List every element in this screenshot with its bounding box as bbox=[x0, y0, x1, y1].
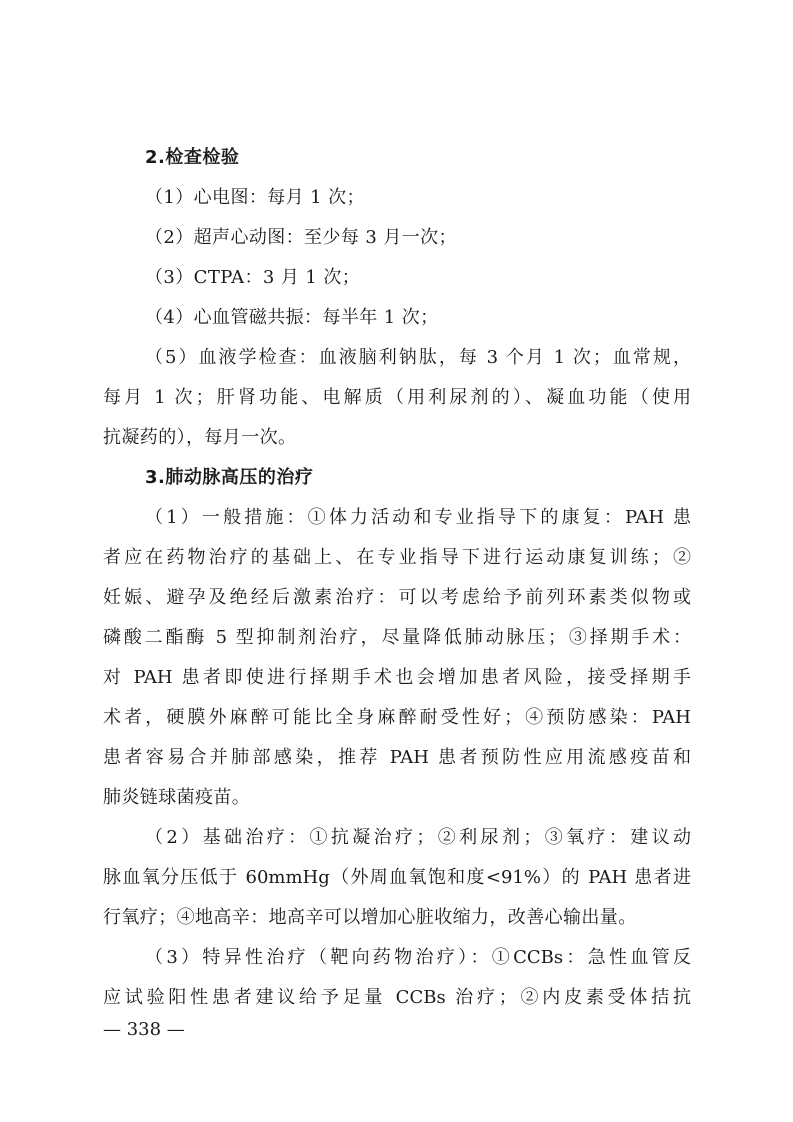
text-line: （1）一般措施：①体力活动和专业指导下的康复：PAH 患 bbox=[145, 507, 691, 528]
paragraph-general-measures bbox=[103, 498, 691, 818]
text-line: 患者容易合并肺部感染，推荐 PAH 患者预防性应用流感疫苗和 bbox=[103, 747, 691, 768]
text-line: 应试验阳性患者建议给予足量 CCBs 治疗；②内皮素受体拮抗 bbox=[103, 987, 691, 1008]
text-line: 术者，硬膜外麻醉可能比全身麻醉耐受性好；④预防感染：PAH bbox=[103, 707, 691, 728]
document-body bbox=[103, 138, 691, 1018]
text-line: 行氧疗；④地高辛：地高辛可以增加心脏收缩力，改善心输出量。 bbox=[103, 907, 637, 928]
list-item-ecg: （1）心电图：每月 1 次； bbox=[145, 187, 365, 208]
text-line: 脉血氧分压低于 60mmHg（外周血氧饱和度<91%）的 PAH 患者进 bbox=[103, 867, 691, 888]
list-item-cardiac-mri: （4）心血管磁共振：每半年 1 次； bbox=[145, 307, 439, 328]
list-item-ctpa: （3）CTPA：3 月 1 次； bbox=[145, 267, 361, 288]
text-line: 者应在药物治疗的基础上、在专业指导下进行运动康复训练；② bbox=[103, 547, 691, 568]
paragraph-specific-treatment bbox=[103, 938, 691, 1018]
text-line: 磷酸二酯酶 5 型抑制剂治疗，尽量降低肺动脉压；③择期手术： bbox=[103, 627, 691, 648]
list-item-blood-tests bbox=[103, 338, 691, 458]
text-line: （5）血液学检查：血液脑利钠肽，每 3 个月 1 次；血常规， bbox=[145, 347, 691, 368]
text-line: 每月 1 次；肝肾功能、电解质（用利尿剂的）、凝血功能（使用 bbox=[103, 387, 691, 408]
text-line: 对 PAH 患者即使进行择期手术也会增加患者风险，接受择期手 bbox=[103, 667, 691, 688]
text-line: 肺炎链球菌疫苗。 bbox=[103, 787, 251, 808]
section-2-heading: 2.检查检验 bbox=[145, 147, 240, 168]
text-line: 抗凝药的），每月一次。 bbox=[103, 427, 297, 448]
paragraph-basic-treatment bbox=[103, 818, 691, 938]
list-item-echocardiography: （2）超声心动图：至少每 3 月一次； bbox=[145, 227, 457, 248]
text-line: 妊娠、避孕及绝经后激素治疗：可以考虑给予前列环素类似物或 bbox=[103, 587, 691, 608]
section-3-heading: 3.肺动脉高压的治疗 bbox=[145, 467, 314, 488]
text-line: （3）特异性治疗（靶向药物治疗）：①CCBs：急性血管反 bbox=[145, 947, 691, 968]
page-number: — 338 — bbox=[103, 1019, 185, 1040]
text-line: （2）基础治疗：①抗凝治疗；②利尿剂；③氧疗：建议动 bbox=[145, 827, 691, 848]
